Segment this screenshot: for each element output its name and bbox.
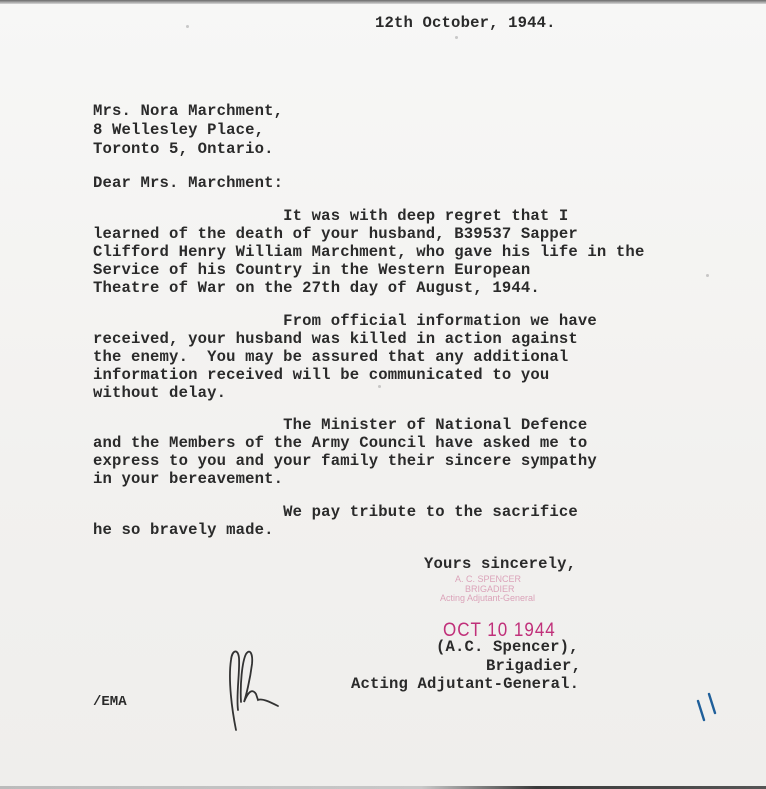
paragraph-line: the enemy. You may be assured that any additional — [93, 348, 569, 366]
paragraph-line: without delay. — [93, 384, 227, 402]
paper-speck — [378, 385, 381, 388]
signatory-rank: Brigadier, — [486, 657, 582, 675]
blue-pencil-mark-icon — [695, 688, 725, 728]
paragraph-line: and the Members of the Army Council have asked me to — [93, 434, 588, 452]
reference-initials: /EMA — [93, 694, 127, 710]
recipient-name: Mrs. Nora Marchment, — [93, 102, 284, 120]
paragraph-line: The Minister of National Defence — [93, 416, 588, 434]
paragraph-line: Service of his Country in the Western European — [93, 261, 531, 279]
paragraph-line: received, your husband was killed in action against — [93, 330, 578, 348]
paragraph-line: Theatre of War on the 27th day of August, 1944. — [93, 279, 540, 297]
paragraph-line: From official information we have — [93, 312, 597, 330]
paper-speck — [455, 36, 458, 39]
recipient-street: 8 Wellesley Place, — [93, 121, 265, 139]
received-date-stamp: OCT 10 1944 — [443, 618, 556, 641]
name-stamp-line1: A. C. SPENCER — [455, 574, 522, 584]
paper-speck — [186, 25, 189, 28]
name-stamp-line2: BRIGADIER — [465, 584, 515, 594]
salutation: Dear Mrs. Marchment: — [93, 174, 284, 192]
signatory-title: Acting Adjutant-General. — [351, 675, 580, 693]
paragraph-line: information received will be communicated to you — [93, 366, 550, 384]
closing: Yours sincerely, — [424, 555, 577, 573]
paragraph-line: learned of the death of your husband, B39537 Sapper — [93, 225, 578, 243]
recipient-city: Toronto 5, Ontario. — [93, 140, 274, 158]
paragraph-line: in your bereavement. — [93, 470, 284, 488]
paragraph-line: Clifford Henry William Marchment, who gave his life in the — [93, 243, 645, 261]
scan-top-edge — [0, 0, 766, 4]
handwritten-signature-icon — [222, 640, 292, 735]
paragraph-line: express to you and your family their sincere sympathy — [93, 452, 597, 470]
paragraph-line: he so bravely made. — [93, 521, 274, 539]
paragraph-line: We pay tribute to the sacrifice — [93, 503, 578, 521]
paragraph-line: It was with deep regret that I — [93, 207, 569, 225]
signatory-name: (A.C. Spencer), — [436, 638, 579, 656]
letter-date: 12th October, 1944. — [375, 14, 556, 32]
name-stamp-line3: Acting Adjutant-General — [440, 593, 536, 603]
paper-speck — [706, 274, 709, 277]
